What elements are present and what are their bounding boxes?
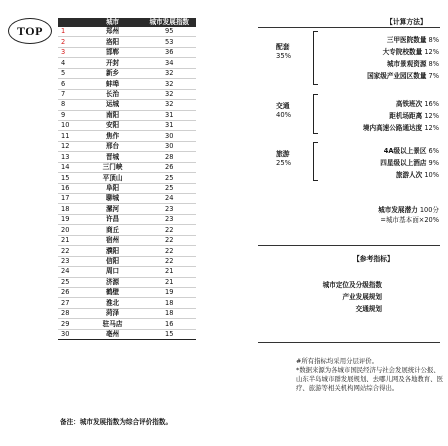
rank-cell: 12 bbox=[58, 141, 83, 151]
rank-cell: 18 bbox=[58, 204, 83, 214]
rank-cell: 26 bbox=[58, 287, 83, 297]
table-row bbox=[58, 47, 196, 57]
table-row bbox=[58, 37, 196, 47]
city-cell: 驻马店 bbox=[83, 319, 143, 329]
city-cell: 宿州 bbox=[83, 235, 143, 245]
rank-cell: 22 bbox=[58, 246, 83, 256]
method-title: 【计算方法】 bbox=[386, 18, 427, 26]
table-row bbox=[58, 214, 196, 224]
rank-cell: 17 bbox=[58, 194, 83, 204]
value-cell: 28 bbox=[143, 152, 197, 162]
value-cell: 32 bbox=[143, 79, 197, 89]
table-row bbox=[58, 329, 196, 339]
value-cell: 25 bbox=[143, 173, 197, 183]
rank-cell: 7 bbox=[58, 89, 83, 99]
indicator-row: 高铁班次 16% bbox=[395, 100, 439, 108]
city-cell: 邯郸 bbox=[83, 47, 143, 57]
table-row bbox=[58, 89, 196, 99]
city-cell: 淮北 bbox=[83, 298, 143, 308]
indicator-row: 四星级以上酒店 9% bbox=[380, 159, 439, 167]
reference-item: 产业发展规划 bbox=[342, 293, 382, 301]
city-cell: 运城 bbox=[83, 100, 143, 110]
city-cell: 鹤壁 bbox=[83, 287, 143, 297]
group-pct: 25% bbox=[276, 159, 292, 167]
city-cell: 蚌埠 bbox=[83, 79, 143, 89]
table-row bbox=[58, 319, 196, 329]
city-cell: 商丘 bbox=[83, 225, 143, 235]
table-row bbox=[58, 246, 196, 256]
group-name: 旅游 bbox=[276, 150, 290, 158]
divider bbox=[258, 27, 440, 28]
city-cell: 平顶山 bbox=[83, 173, 143, 183]
city-cell: 信阳 bbox=[83, 256, 143, 266]
group-pct: 40% bbox=[276, 111, 292, 119]
reference-item: 交通规划 bbox=[355, 305, 382, 313]
rank-cell: 11 bbox=[58, 131, 83, 141]
value-cell: 34 bbox=[143, 58, 197, 68]
footnote: *数据来源为各城市国民经济与社会发展统计公报、山东半岛城市群发展规划、去哪儿网及各地教育、医疗、旅游等相关机构网站综合得出。 bbox=[296, 366, 443, 392]
footnote: #所有指标均采用分层评价。 bbox=[296, 357, 379, 365]
value-cell: 30 bbox=[143, 131, 197, 141]
bracket bbox=[313, 94, 318, 134]
rank-cell: 28 bbox=[58, 308, 83, 318]
table-row bbox=[58, 162, 196, 172]
table-header bbox=[58, 18, 196, 27]
city-cell: 晋城 bbox=[83, 152, 143, 162]
table-row bbox=[58, 58, 196, 68]
rank-cell: 20 bbox=[58, 225, 83, 235]
value-cell: 26 bbox=[143, 162, 197, 172]
value-cell: 31 bbox=[143, 120, 197, 130]
header-index: 城市发展指数 bbox=[143, 18, 197, 27]
rank-cell: 24 bbox=[58, 267, 83, 277]
rank-cell: 15 bbox=[58, 173, 83, 183]
group-label-peitao bbox=[276, 43, 291, 61]
table-row bbox=[58, 287, 196, 297]
value-cell: 25 bbox=[143, 183, 197, 193]
city-cell: 洛阳 bbox=[83, 37, 143, 47]
table-row bbox=[58, 110, 196, 120]
value-cell: 23 bbox=[143, 204, 197, 214]
table-row bbox=[58, 120, 196, 130]
value-cell: 95 bbox=[143, 27, 197, 37]
city-cell: 南阳 bbox=[83, 110, 143, 120]
value-cell: 30 bbox=[143, 141, 197, 151]
rank-cell: 3 bbox=[58, 47, 83, 57]
table-row bbox=[58, 152, 196, 162]
city-cell: 三门峡 bbox=[83, 162, 143, 172]
divider bbox=[258, 342, 440, 343]
value-cell: 32 bbox=[143, 100, 197, 110]
ranking-table bbox=[58, 18, 196, 340]
table-row bbox=[58, 277, 196, 287]
city-cell: 长治 bbox=[83, 89, 143, 99]
header-rank bbox=[58, 18, 83, 27]
value-cell: 22 bbox=[143, 235, 197, 245]
rank-cell: 21 bbox=[58, 235, 83, 245]
value-cell: 23 bbox=[143, 214, 197, 224]
group-pct: 35% bbox=[276, 52, 292, 60]
table-row bbox=[58, 27, 196, 37]
city-cell: 菏泽 bbox=[83, 308, 143, 318]
city-cell: 许昌 bbox=[83, 214, 143, 224]
city-cell: 新乡 bbox=[83, 68, 143, 78]
table-row bbox=[58, 131, 196, 141]
city-cell: 亳州 bbox=[83, 329, 143, 339]
table-row bbox=[58, 225, 196, 235]
city-cell: 邢台 bbox=[83, 141, 143, 151]
rank-cell: 19 bbox=[58, 214, 83, 224]
table-row bbox=[58, 235, 196, 245]
formula-line-2: =城市基本面×20% bbox=[380, 216, 439, 224]
top-badge: TOP bbox=[8, 18, 52, 44]
value-cell: 24 bbox=[143, 194, 197, 204]
footnotes bbox=[296, 357, 444, 393]
city-cell: 漯河 bbox=[83, 204, 143, 214]
rank-cell: 23 bbox=[58, 256, 83, 266]
rank-cell: 14 bbox=[58, 162, 83, 172]
indicator-row: 大专院校数量 12% bbox=[382, 48, 439, 56]
bracket bbox=[313, 142, 318, 181]
value-cell: 18 bbox=[143, 298, 197, 308]
value-cell: 21 bbox=[143, 267, 197, 277]
formula-line-1: 城市发展潜力 100分 bbox=[378, 206, 439, 214]
value-cell: 32 bbox=[143, 89, 197, 99]
rank-cell: 10 bbox=[58, 120, 83, 130]
indicator-row: 城市景观资源 8% bbox=[386, 60, 439, 68]
table-row bbox=[58, 100, 196, 110]
indicator-row: 距机场距离 12% bbox=[389, 112, 439, 120]
indicator-row: 4A级以上景区 6% bbox=[383, 147, 439, 155]
indicator-row: 旅游人次 10% bbox=[395, 171, 439, 179]
group-label-lvyou bbox=[276, 150, 291, 168]
table-row bbox=[58, 79, 196, 89]
table-row bbox=[58, 298, 196, 308]
value-cell: 19 bbox=[143, 287, 197, 297]
rank-cell: 1 bbox=[58, 27, 83, 37]
rank-cell: 6 bbox=[58, 79, 83, 89]
group-label-jiaotong bbox=[276, 102, 291, 120]
table-row bbox=[58, 68, 196, 78]
city-cell: 安阳 bbox=[83, 120, 143, 130]
rank-cell: 4 bbox=[58, 58, 83, 68]
table-row bbox=[58, 256, 196, 266]
rank-cell: 13 bbox=[58, 152, 83, 162]
rank-cell: 16 bbox=[58, 183, 83, 193]
table-row bbox=[58, 141, 196, 151]
city-cell: 周口 bbox=[83, 267, 143, 277]
value-cell: 22 bbox=[143, 246, 197, 256]
divider bbox=[258, 245, 440, 246]
group-name: 配套 bbox=[276, 43, 290, 51]
table-body bbox=[58, 27, 196, 340]
value-cell: 32 bbox=[143, 68, 197, 78]
value-cell: 15 bbox=[143, 329, 197, 339]
rank-cell: 25 bbox=[58, 277, 83, 287]
group-name: 交通 bbox=[276, 102, 290, 110]
value-cell: 16 bbox=[143, 319, 197, 329]
city-cell: 开封 bbox=[83, 58, 143, 68]
indicator-row: 国家级产业园区数量 7% bbox=[367, 72, 439, 80]
header-city: 城市 bbox=[83, 18, 143, 27]
rank-cell: 27 bbox=[58, 298, 83, 308]
table-row bbox=[58, 194, 196, 204]
bracket bbox=[313, 31, 318, 85]
table-row bbox=[58, 308, 196, 318]
rank-cell: 5 bbox=[58, 68, 83, 78]
indicator-row: 三甲医院数量 8% bbox=[386, 36, 439, 44]
city-cell: 聊城 bbox=[83, 194, 143, 204]
rank-cell: 9 bbox=[58, 110, 83, 120]
value-cell: 36 bbox=[143, 47, 197, 57]
rank-cell: 2 bbox=[58, 37, 83, 47]
table-row bbox=[58, 173, 196, 183]
table-row bbox=[58, 183, 196, 193]
table-note: 备注：城市发展指数为综合评价指数。 bbox=[60, 418, 173, 426]
reference-item: 城市定位及分级指数 bbox=[322, 281, 382, 289]
value-cell: 31 bbox=[143, 110, 197, 120]
city-cell: 濮阳 bbox=[83, 246, 143, 256]
table-row bbox=[58, 204, 196, 214]
value-cell: 18 bbox=[143, 308, 197, 318]
rank-cell: 29 bbox=[58, 319, 83, 329]
city-cell: 阜阳 bbox=[83, 183, 143, 193]
value-cell: 22 bbox=[143, 256, 197, 266]
reference-title: 【参考指标】 bbox=[353, 255, 394, 263]
city-cell: 郑州 bbox=[83, 27, 143, 37]
table-row bbox=[58, 267, 196, 277]
rank-cell: 30 bbox=[58, 329, 83, 339]
rank-cell: 8 bbox=[58, 100, 83, 110]
indicator-row: 境内高速公路通达度 12% bbox=[362, 124, 439, 132]
city-cell: 济源 bbox=[83, 277, 143, 287]
value-cell: 22 bbox=[143, 225, 197, 235]
value-cell: 53 bbox=[143, 37, 197, 47]
city-cell: 焦作 bbox=[83, 131, 143, 141]
value-cell: 21 bbox=[143, 277, 197, 287]
